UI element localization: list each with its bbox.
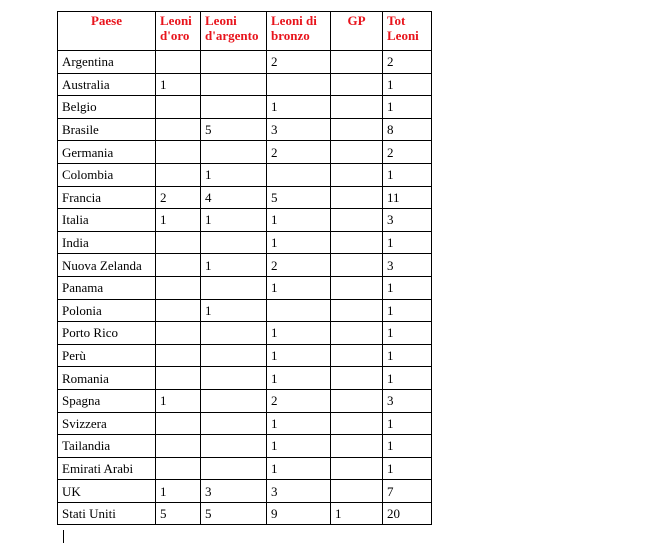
- table-row: [58, 118, 432, 141]
- cell-leoni-bronzo: 1: [267, 344, 331, 367]
- cell-gp: [331, 367, 383, 390]
- table-body: [58, 51, 432, 525]
- cell-leoni-oro: 2: [156, 186, 201, 209]
- header-leoni-argento: Leoni d'argento: [201, 12, 267, 51]
- cell-leoni-oro: [156, 231, 201, 254]
- cell-leoni-argento: [201, 322, 267, 345]
- cell-leoni-oro: [156, 118, 201, 141]
- cell-paese: Panama: [58, 276, 156, 299]
- cell-leoni-oro: [156, 344, 201, 367]
- cell-paese: Brasile: [58, 118, 156, 141]
- cell-paese: Stati Uniti: [58, 502, 156, 525]
- table-row: [58, 389, 432, 412]
- cell-gp: [331, 51, 383, 74]
- cell-leoni-bronzo: 1: [267, 96, 331, 119]
- cell-leoni-argento: 1: [201, 163, 267, 186]
- cell-gp: [331, 254, 383, 277]
- cell-paese: Nuova Zelanda: [58, 254, 156, 277]
- cell-leoni-bronzo: 1: [267, 231, 331, 254]
- table-row: [58, 412, 432, 435]
- cell-tot-leoni: 1: [383, 367, 432, 390]
- cell-leoni-argento: [201, 51, 267, 74]
- cell-gp: [331, 435, 383, 458]
- cell-gp: [331, 231, 383, 254]
- cell-tot-leoni: 1: [383, 73, 432, 96]
- cell-leoni-argento: 1: [201, 254, 267, 277]
- cell-tot-leoni: 7: [383, 480, 432, 503]
- cell-leoni-oro: [156, 299, 201, 322]
- cell-tot-leoni: 1: [383, 163, 432, 186]
- cell-leoni-argento: 5: [201, 118, 267, 141]
- cell-paese: Germania: [58, 141, 156, 164]
- cell-leoni-oro: 5: [156, 502, 201, 525]
- cell-leoni-bronzo: 2: [267, 254, 331, 277]
- table-row: [58, 367, 432, 390]
- cell-tot-leoni: 3: [383, 209, 432, 232]
- cell-tot-leoni: 1: [383, 276, 432, 299]
- cell-tot-leoni: 3: [383, 254, 432, 277]
- cell-gp: [331, 141, 383, 164]
- cell-paese: Australia: [58, 73, 156, 96]
- cell-leoni-oro: 1: [156, 480, 201, 503]
- table-row: [58, 435, 432, 458]
- cell-leoni-bronzo: 1: [267, 457, 331, 480]
- table-row: [58, 141, 432, 164]
- header-paese: Paese: [58, 12, 156, 51]
- cell-tot-leoni: 1: [383, 435, 432, 458]
- cell-tot-leoni: 1: [383, 96, 432, 119]
- medal-table: [57, 11, 432, 525]
- table-row: [58, 254, 432, 277]
- cell-leoni-argento: [201, 276, 267, 299]
- header-leoni-bronzo: Leoni di bronzo: [267, 12, 331, 51]
- cell-leoni-argento: [201, 412, 267, 435]
- cell-tot-leoni: 11: [383, 186, 432, 209]
- table-row: [58, 344, 432, 367]
- table-row: [58, 209, 432, 232]
- cell-paese: Perù: [58, 344, 156, 367]
- cell-leoni-oro: 1: [156, 209, 201, 232]
- cell-tot-leoni: 1: [383, 231, 432, 254]
- cell-leoni-bronzo: 1: [267, 209, 331, 232]
- table-row: [58, 276, 432, 299]
- cell-paese: Spagna: [58, 389, 156, 412]
- cell-leoni-bronzo: 1: [267, 276, 331, 299]
- cell-gp: [331, 344, 383, 367]
- cell-paese: Argentina: [58, 51, 156, 74]
- header-tot-leoni: Tot Leoni: [383, 12, 432, 51]
- cell-tot-leoni: 1: [383, 457, 432, 480]
- cell-tot-leoni: 8: [383, 118, 432, 141]
- cell-leoni-bronzo: [267, 299, 331, 322]
- cell-paese: Tailandia: [58, 435, 156, 458]
- cell-leoni-argento: [201, 389, 267, 412]
- cell-leoni-argento: [201, 344, 267, 367]
- cell-paese: Emirati Arabi: [58, 457, 156, 480]
- cell-leoni-bronzo: 2: [267, 389, 331, 412]
- cell-gp: [331, 389, 383, 412]
- cell-gp: [331, 96, 383, 119]
- cell-leoni-argento: [201, 435, 267, 458]
- cell-leoni-oro: [156, 51, 201, 74]
- cell-tot-leoni: 3: [383, 389, 432, 412]
- table-row: [58, 322, 432, 345]
- cell-leoni-bronzo: 1: [267, 435, 331, 458]
- table-row: [58, 186, 432, 209]
- cell-leoni-argento: 4: [201, 186, 267, 209]
- cell-leoni-argento: 5: [201, 502, 267, 525]
- table-row: [58, 480, 432, 503]
- table-row: [58, 96, 432, 119]
- text-cursor: [63, 530, 64, 543]
- cell-paese: Italia: [58, 209, 156, 232]
- cell-leoni-bronzo: 1: [267, 367, 331, 390]
- cell-leoni-oro: 1: [156, 73, 201, 96]
- cell-tot-leoni: 1: [383, 412, 432, 435]
- cell-paese: Colombia: [58, 163, 156, 186]
- cell-leoni-bronzo: 1: [267, 412, 331, 435]
- cell-leoni-argento: [201, 367, 267, 390]
- cell-leoni-bronzo: 3: [267, 480, 331, 503]
- table-row: [58, 163, 432, 186]
- cell-gp: [331, 457, 383, 480]
- cell-leoni-oro: [156, 435, 201, 458]
- cell-leoni-oro: [156, 141, 201, 164]
- cell-gp: [331, 276, 383, 299]
- cell-leoni-oro: [156, 96, 201, 119]
- cell-leoni-argento: [201, 231, 267, 254]
- cell-leoni-argento: [201, 141, 267, 164]
- cell-leoni-oro: [156, 254, 201, 277]
- cell-leoni-argento: 1: [201, 299, 267, 322]
- cell-leoni-oro: 1: [156, 389, 201, 412]
- cell-leoni-argento: [201, 457, 267, 480]
- cell-paese: Polonia: [58, 299, 156, 322]
- cell-leoni-bronzo: [267, 163, 331, 186]
- cell-leoni-bronzo: 5: [267, 186, 331, 209]
- cell-gp: 1: [331, 502, 383, 525]
- cell-tot-leoni: 1: [383, 299, 432, 322]
- cell-paese: Porto Rico: [58, 322, 156, 345]
- cell-leoni-argento: 1: [201, 209, 267, 232]
- cell-gp: [331, 73, 383, 96]
- cell-paese: Belgio: [58, 96, 156, 119]
- cell-gp: [331, 412, 383, 435]
- cell-tot-leoni: 2: [383, 141, 432, 164]
- cell-leoni-bronzo: 9: [267, 502, 331, 525]
- cell-leoni-argento: [201, 96, 267, 119]
- cell-gp: [331, 322, 383, 345]
- cell-paese: UK: [58, 480, 156, 503]
- cell-tot-leoni: 1: [383, 344, 432, 367]
- cell-paese: Svizzera: [58, 412, 156, 435]
- cell-leoni-bronzo: 1: [267, 322, 331, 345]
- table-row: [58, 299, 432, 322]
- cell-leoni-argento: 3: [201, 480, 267, 503]
- cell-leoni-oro: [156, 276, 201, 299]
- table-row: [58, 231, 432, 254]
- cell-gp: [331, 209, 383, 232]
- table-row: [58, 73, 432, 96]
- cell-leoni-bronzo: 3: [267, 118, 331, 141]
- cell-gp: [331, 480, 383, 503]
- header-leoni-oro: Leoni d'oro: [156, 12, 201, 51]
- cell-leoni-bronzo: 2: [267, 141, 331, 164]
- cell-tot-leoni: 20: [383, 502, 432, 525]
- table-row: [58, 502, 432, 525]
- header-row: [58, 12, 432, 51]
- cell-gp: [331, 299, 383, 322]
- cell-leoni-oro: [156, 163, 201, 186]
- cell-leoni-oro: [156, 457, 201, 480]
- cell-gp: [331, 186, 383, 209]
- cell-tot-leoni: 2: [383, 51, 432, 74]
- cell-gp: [331, 163, 383, 186]
- cell-gp: [331, 118, 383, 141]
- cell-tot-leoni: 1: [383, 322, 432, 345]
- cell-paese: India: [58, 231, 156, 254]
- header-gp: GP: [331, 12, 383, 51]
- cell-leoni-bronzo: [267, 73, 331, 96]
- cell-leoni-bronzo: 2: [267, 51, 331, 74]
- cell-leoni-oro: [156, 367, 201, 390]
- cell-paese: Romania: [58, 367, 156, 390]
- cell-leoni-oro: [156, 412, 201, 435]
- table-row: [58, 457, 432, 480]
- cell-leoni-argento: [201, 73, 267, 96]
- table-row: [58, 51, 432, 74]
- cell-paese: Francia: [58, 186, 156, 209]
- cell-leoni-oro: [156, 322, 201, 345]
